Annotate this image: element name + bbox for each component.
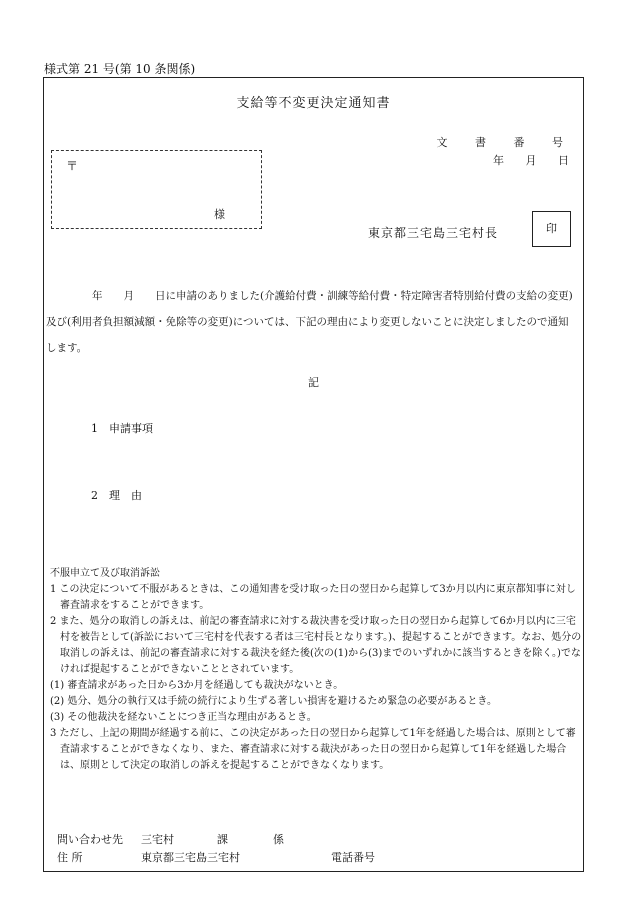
contact-inquiry-row — [57, 831, 284, 847]
appeal-sub-1: (1) 審査請求があった日から3か月を経過しても裁決がないとき。 — [50, 680, 344, 691]
contact-address-row — [57, 849, 375, 865]
document-frame — [43, 77, 584, 872]
item-application: 1 申請事項 — [91, 422, 153, 435]
date-label: 年 月 日 — [493, 154, 569, 167]
issuer-name: 東京都三宅島三宅村長 — [368, 226, 499, 240]
seal-box: 印 — [532, 211, 571, 247]
appeal-heading: 不服申立て及び取消訴訟 — [50, 568, 160, 579]
item-reason: 2 理 由 — [91, 489, 142, 502]
appeal-paragraph-3: 3 ただし、上記の期間が経過する前に、この決定があった日の翌日から起算して1年を経過した場合は、原則として審査請求することができなくなり、また、審査請求に対する裁決があった日の翌日から起算して1年を経過した場合は、原則として決定の取消しの訴えを提起することができなくなります。 — [50, 728, 576, 771]
appeal-notice — [50, 566, 582, 774]
address-label: 住 所 — [57, 851, 83, 864]
notice-body: 年 月 日に申請のありました(介護給付費・訓練等給付費・特定障害者特別給付費の支給の変更)及び(利用者負担額減額・免除等の変更)については、下記の理由により変更しないことに決定しましたので通知します。 — [46, 290, 573, 354]
form-number-label: 様式第 21 号(第 10 条関係) — [44, 62, 196, 76]
inquiry-ka: 課 — [217, 833, 228, 846]
honorific-sama: 様 — [214, 208, 225, 221]
appeal-paragraph-1: 1 この決定について不服があるときは、この通知書を受け取った日の翌日から起算して3か月以内に東京都知事に対し審査請求をすることができます。 — [50, 584, 576, 611]
appeal-paragraph-2: 2 また、処分の取消しの訴えは、前記の審査請求に対する裁決書を受け取った日の翌日から起算して6か月以内に三宅村を被告として(訴訟において三宅村を代表する者は三宅村長となります。)、提起することができます。なお、処分の取消しの訴えは、前記の審査請求に対する裁決を経た後(次の(1)から(3)までのいずれかに該当するときを除く。)でなければ提起することができないこととされています。 — [50, 616, 582, 675]
recipient-address-box — [51, 150, 262, 229]
appeal-sub-3: (3) その他裁決を経ないことにつき正当な理由があるとき。 — [50, 712, 317, 723]
document-title: 支給等不変更決定通知書 — [236, 96, 391, 111]
postal-mark: 〒 — [66, 159, 79, 173]
inquiry-village: 三宅村 — [141, 833, 174, 846]
inquiry-label: 問い合わせ先 — [57, 833, 123, 846]
appeal-sub-2: (2) 処分、処分の執行又は手続の続行により生ずる著しい損害を避けるため緊急の必要があるとき。 — [50, 696, 497, 707]
inquiry-kakari: 係 — [273, 833, 284, 846]
address-value: 東京都三宅島三宅村 — [141, 851, 240, 864]
document-number-label: 文 書 番 号 — [436, 136, 569, 149]
phone-label: 電話番号 — [331, 851, 375, 864]
ki-heading: 記 — [308, 376, 319, 389]
